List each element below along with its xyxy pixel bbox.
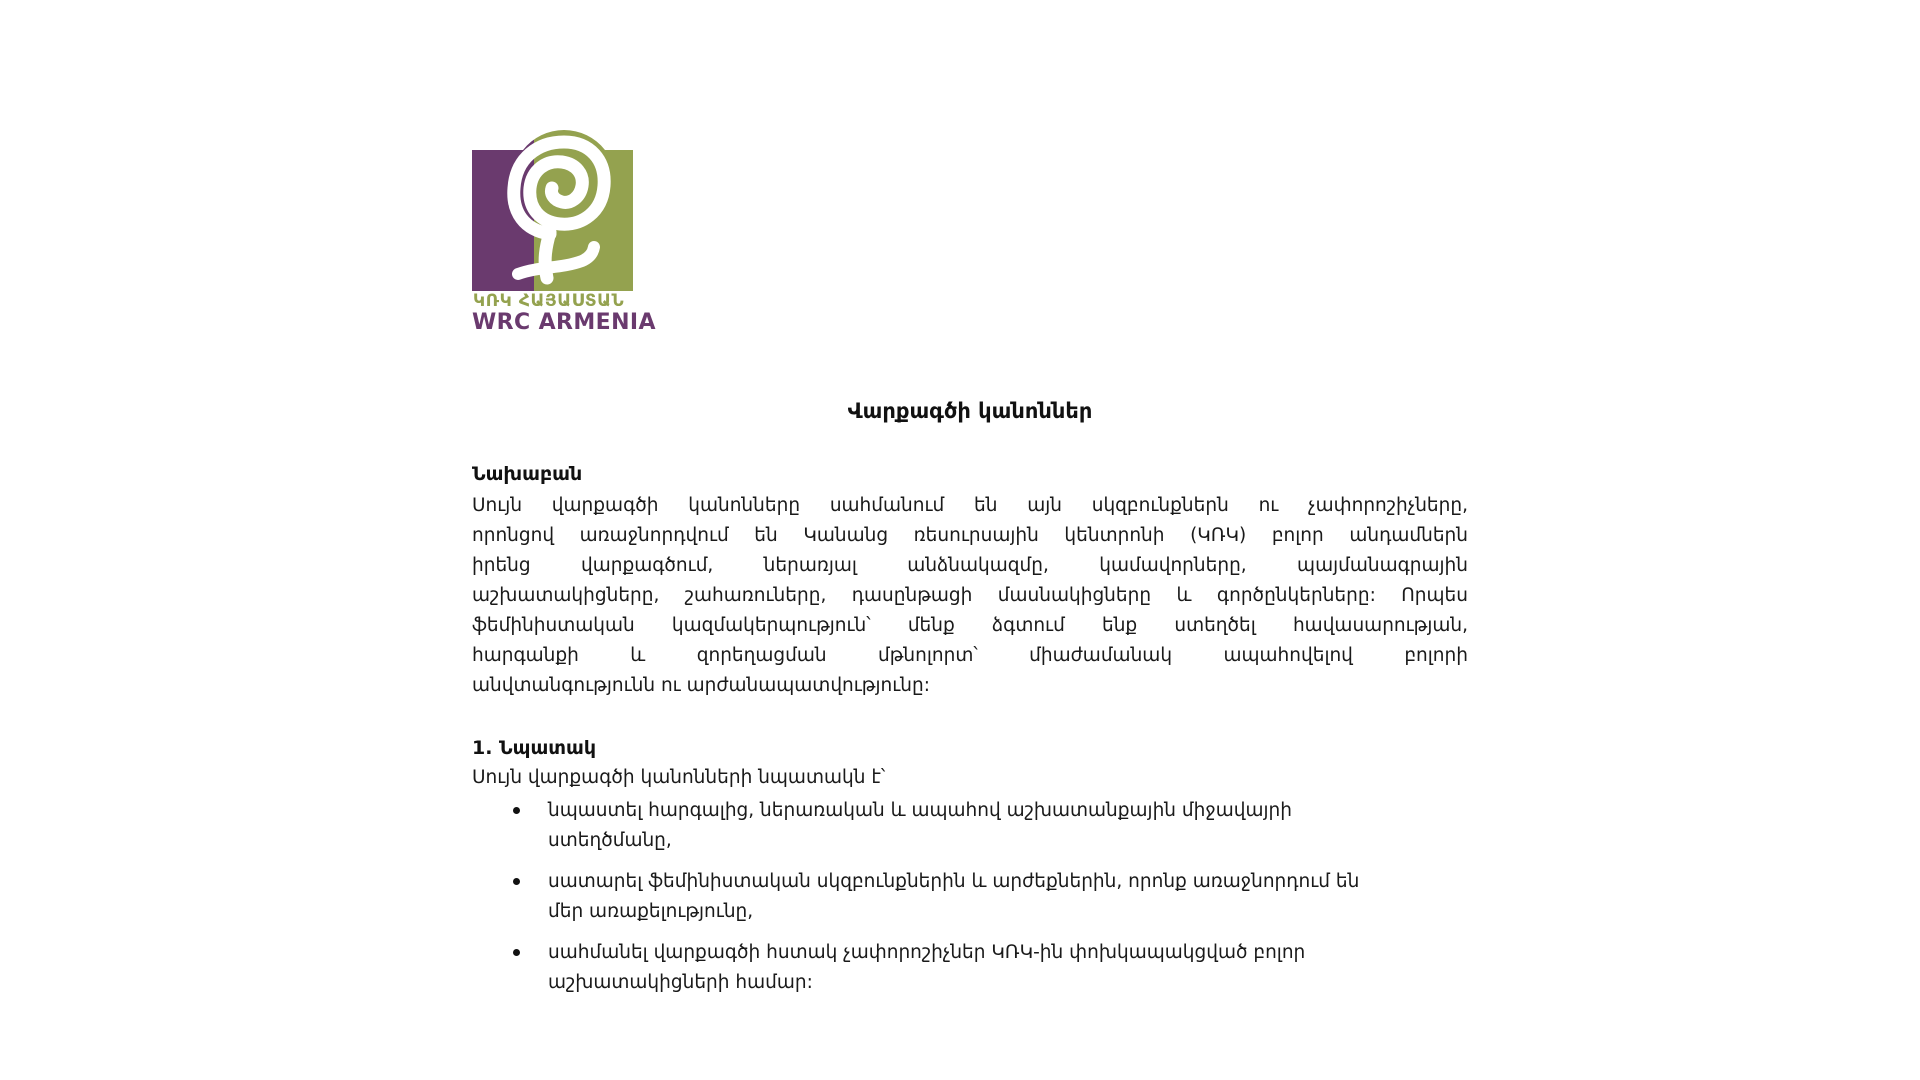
paragraph-line: որոնցով առաջնորդվում են Կանանց ռեսուրսային կենտրոնի (ԿՌԿ) բոլոր անդամներն [472,525,1468,546]
list-item-text: սատարել ֆեմինիստական սկզբունքներին և արժեքներին, որոնք առաջնորդում են մեր առաքելությունը, [548,871,1360,922]
bullet-icon [513,878,520,885]
preface-paragraph [472,491,1468,701]
purpose-section-heading: 1. Նպատակ [472,737,597,759]
list-item [472,938,1468,998]
logo-caption-armenian: ԿՌԿ ՀԱՅԱՍՏԱՆ [473,291,625,311]
paragraph-line: անվտանգությունն ու արժանապատվությունը: [472,675,930,696]
list-item [472,796,1468,856]
paragraph-line: իրենց վարքագծում, ներառյալ անձնակազմը, կամավորները, պայմանագրային [472,555,1468,576]
preface-heading: Նախաբան [472,463,583,485]
paragraph-line: հարգանքի և զորեղացման մթնոլորտ՝ միաժամանակ ապահովելով բոլորի [472,645,1468,666]
bullet-icon [513,949,520,956]
bullet-icon [513,807,520,814]
paragraph-line: Սույն վարքագծի կանոնները սահմանում են այն սկզբունքներն ու չափորոշիչները, [472,495,1468,516]
list-item-text: նպաստել հարգալից, ներառական և ապահով աշխատանքային միջավայրի ստեղծմանը, [548,800,1292,851]
list-item-text: սահմանել վարքագծի հստակ չափորոշիչներ ԿՌԿ-ին փոխկապակցված բոլոր աշխատակիցների համար: [548,942,1306,993]
document-body [472,0,1468,1080]
logo-caption-english: WRC ARMENIA [472,310,656,335]
paragraph-line: ֆեմինիստական կազմակերպություն՝ մենք ձգտում ենք ստեղծել հավասարության, [472,615,1468,636]
purpose-bullet-list [472,796,1468,1009]
list-item [472,867,1468,927]
document-title: Վարքագծի կանոններ [847,399,1093,423]
paragraph-line: աշխատակիցները, շահառուները, դասընթացի մասնակիցները և գործընկերները: Որպես [472,585,1468,606]
purpose-intro-line: Սույն վարքագծի կանոնների նպատակն է՝ [472,767,886,788]
